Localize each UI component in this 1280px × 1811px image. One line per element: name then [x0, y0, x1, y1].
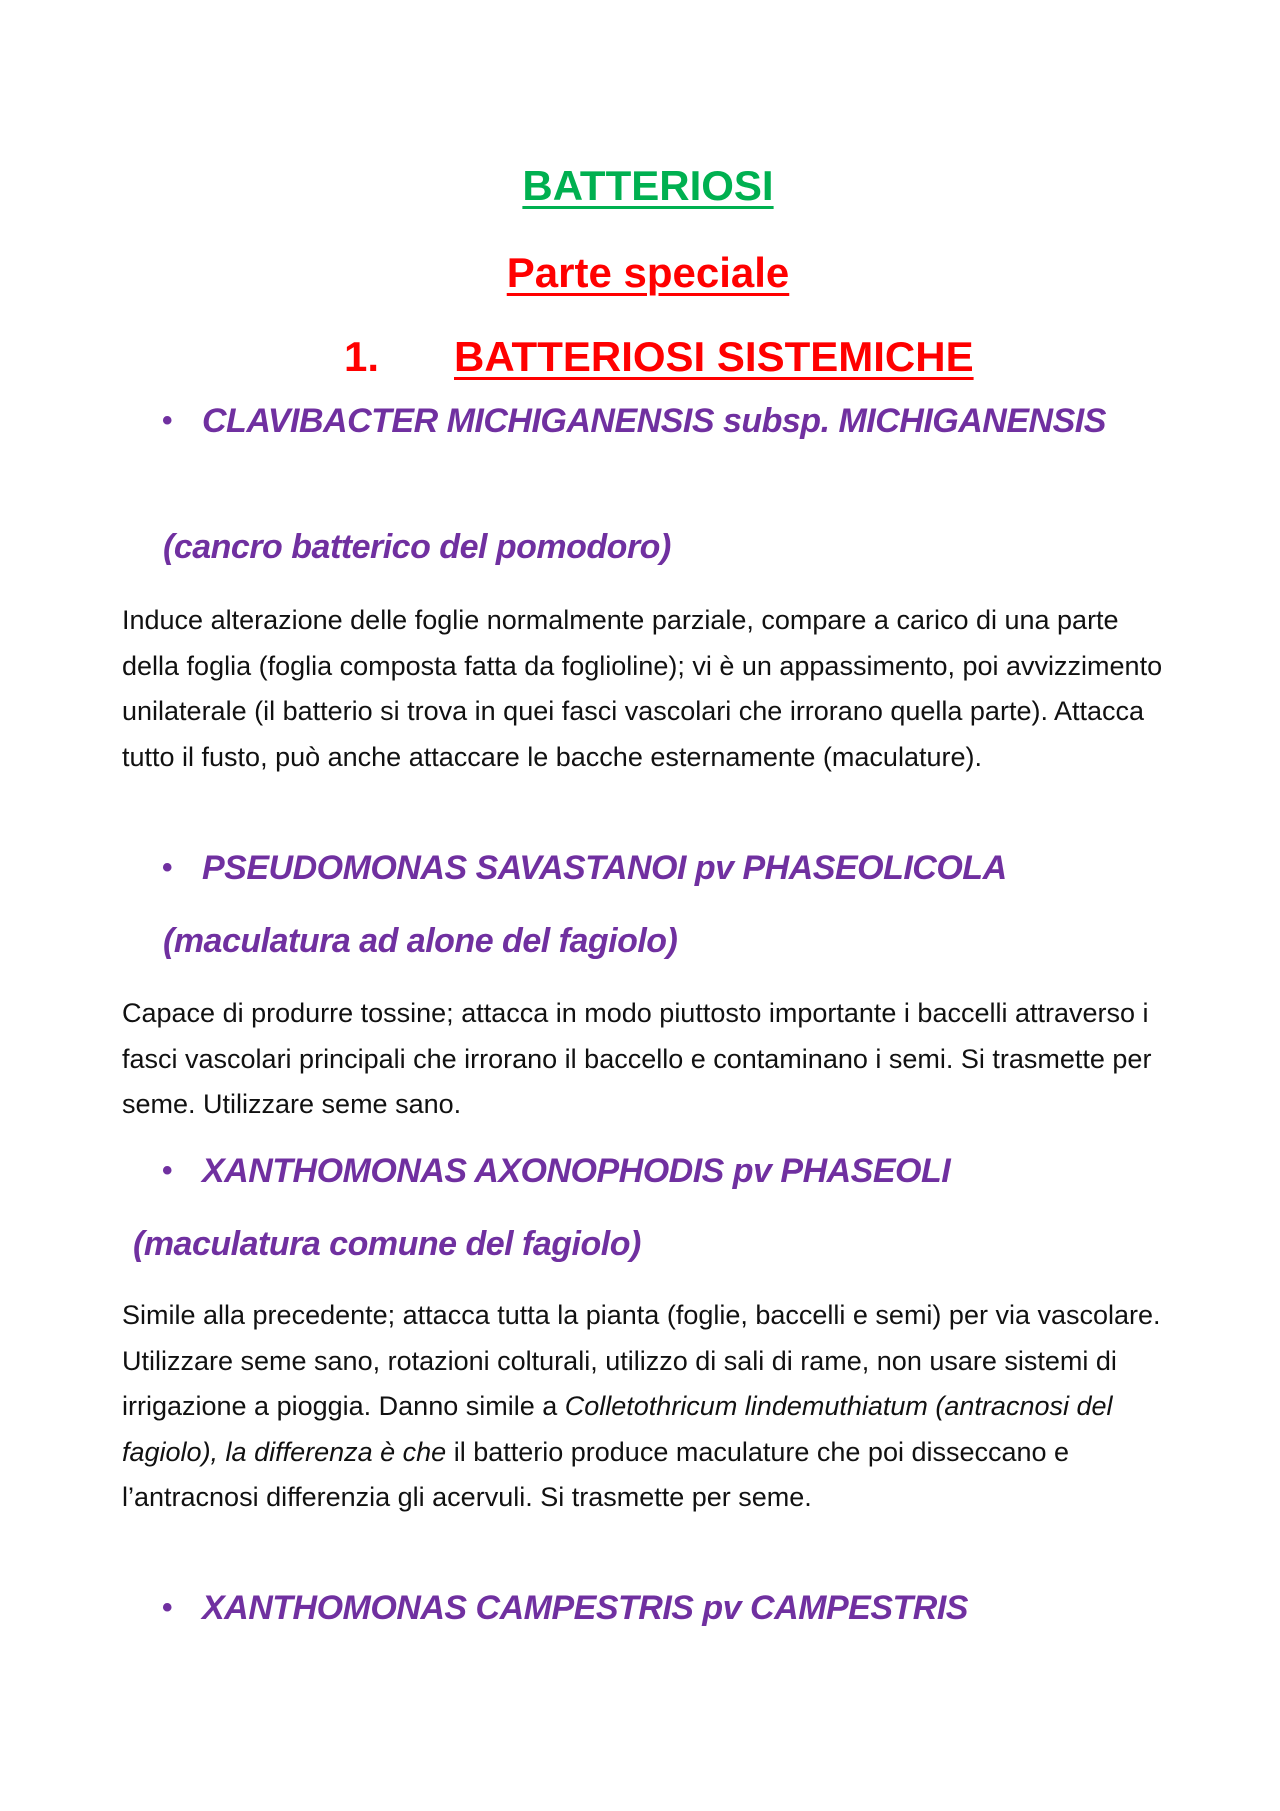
description-paragraph: Induce alterazione delle foglie normalmente parziale, compare a carico di una parte della foglia (foglia composta fatta da foglioline); vi è un appassimento, poi avvizzimento unilaterale (il batterio si trova in quei fasci vascolari che irrorano quella parte). Attacca tutto il fusto, può anche attaccare le bacche esternamente (maculature).: [122, 605, 1163, 772]
description-text: Simile alla precedente; attacca tutta la pianta (foglie, baccelli e semi) per via vascolare. Utilizzare seme sano, rotazioni colturali, utilizzo di sali di rame, non usare sistemi di irrigazione a pioggia. Danno simile a: [122, 1300, 1161, 1421]
common-name: (maculatura comune del fagiolo): [133, 1225, 641, 1263]
species-heading: [162, 393, 1165, 449]
section-title: BATTERIOSI SISTEMICHE: [454, 333, 974, 380]
description-italic-text: Colletothricum lindemuthiatum (antracnosi del fagiolo), la differenza è che: [122, 1391, 1113, 1467]
document-title: BATTERIOSI: [522, 162, 774, 209]
bullet-icon: •: [162, 1154, 173, 1187]
species-name: XANTHOMONAS AXONOPHODIS pv PHASEOLI: [202, 1152, 951, 1190]
species-name: XANTHOMONAS CAMPESTRIS pv CAMPESTRIS: [202, 1589, 968, 1627]
species-name: CLAVIBACTER MICHIGANENSIS subsp. MICHIGANENSIS: [202, 402, 1106, 440]
bullet-icon: •: [162, 404, 173, 437]
document-subtitle: Parte speciale: [506, 249, 790, 296]
common-name: (maculatura ad alone del fagiolo): [163, 922, 678, 960]
common-name: (cancro batterico del pomodoro): [163, 528, 671, 566]
description-paragraph: [122, 1293, 1172, 1521]
species-name: PSEUDOMONAS SAVASTANOI pv PHASEOLICOLA: [202, 849, 1007, 887]
bullet-icon: •: [162, 851, 173, 884]
species-heading: [162, 1580, 1165, 1636]
section-number: 1.: [344, 333, 380, 380]
description-paragraph: Capace di produrre tossine; attacca in modo piuttosto importante i baccelli attraverso i fasci vascolari principali che irrorano il baccello e contaminano i semi. Si trasmette per seme. Utilizzare seme sano.: [122, 998, 1152, 1119]
section-heading: [344, 333, 974, 380]
bullet-icon: •: [162, 1591, 173, 1624]
species-heading: [162, 1143, 1165, 1199]
description-text: il batterio produce maculature che poi disseccano e l’antracnosi differenzia gli acervuli. Si trasmette per seme.: [122, 1436, 1070, 1512]
species-heading: [162, 840, 1165, 896]
